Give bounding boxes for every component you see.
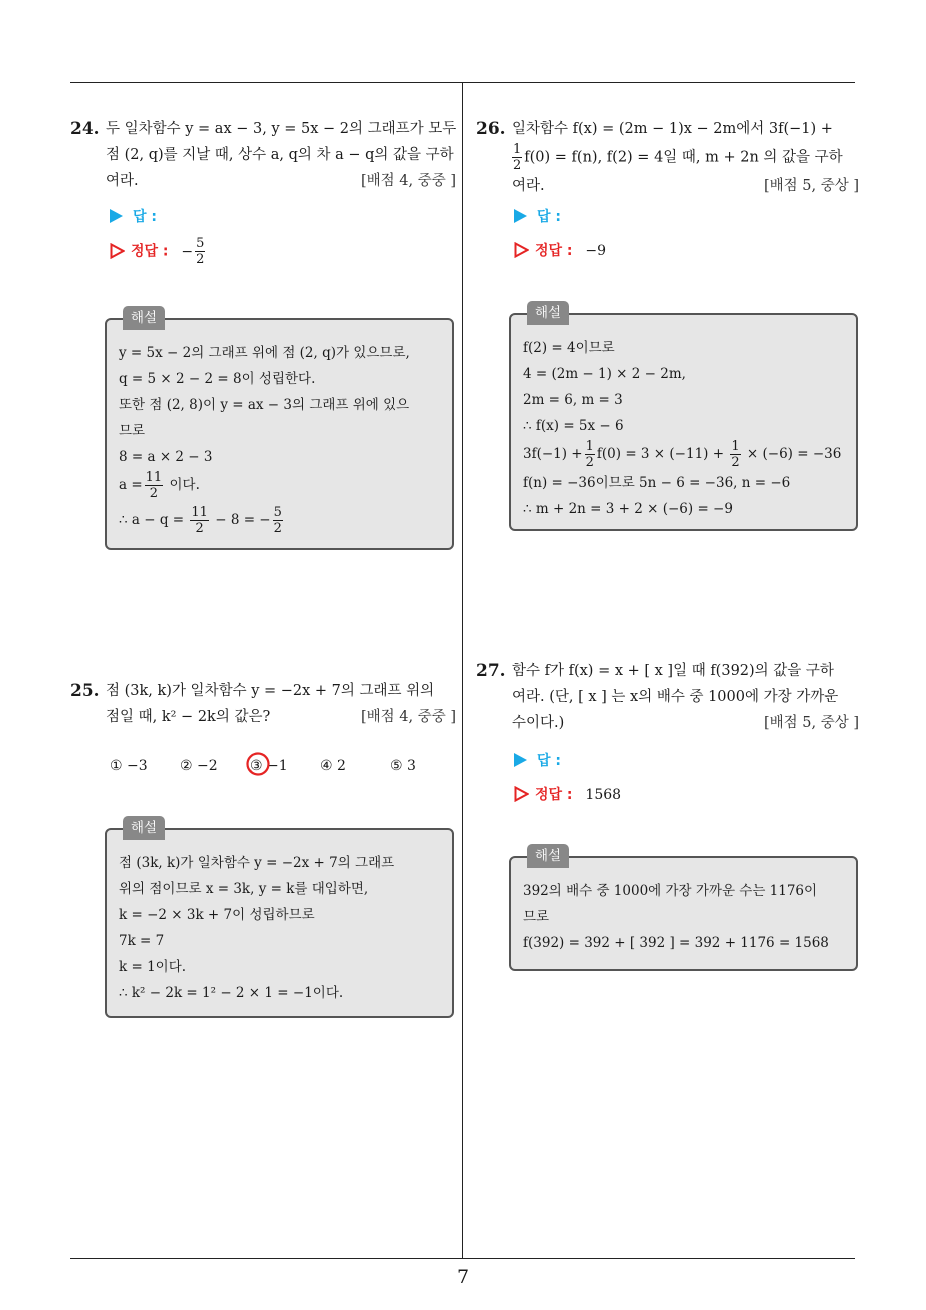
play-outline-icon xyxy=(110,243,125,259)
explanation-line: f(392) = 392 + [ 392 ] = 392 + 1176 = 1568 xyxy=(523,935,829,951)
explanation-line: 2m = 6, m = 3 xyxy=(523,392,623,408)
correct-answer: 1568 xyxy=(585,787,622,803)
choice-2[interactable]: ② −2 xyxy=(180,758,218,774)
play-icon xyxy=(110,209,123,223)
play-outline-icon xyxy=(514,786,529,802)
correct-label: 정답 : xyxy=(535,243,573,259)
explanation-line: 또한 점 (2, 8)이 y = ax − 3의 그래프 위에 있으 xyxy=(119,397,410,413)
explanation-line: 4 = (2m − 1) × 2 − 2m, xyxy=(523,366,686,382)
explanation-line: a = $\frac{11}{2}$ 이다. xyxy=(119,470,200,501)
explanation-line: ∴ f(x) = 5x − 6 xyxy=(523,418,624,434)
problem-number: 25. xyxy=(70,681,100,701)
problem-text: 점일 때, k² − 2k의 값은? xyxy=(106,709,271,725)
problem-text: 수이다.) xyxy=(512,715,565,731)
problem-text: 점 (2, q)를 지날 때, 상수 a, q의 차 a − q의 값을 구하 xyxy=(106,147,454,163)
explanation-line: 8 = a × 2 − 3 xyxy=(119,449,213,465)
problem-number: 26. xyxy=(476,119,506,139)
choices-25 xyxy=(110,758,450,782)
answer-label: 답 : xyxy=(537,209,561,225)
answer-row-26 xyxy=(514,206,561,226)
correct-row-26 xyxy=(514,240,606,260)
problem-26 xyxy=(476,116,862,199)
column-divider xyxy=(462,82,463,1258)
problem-text: 두 일차함수 y = ax − 3, y = 5x − 2의 그래프가 모두 xyxy=(106,121,457,137)
choice-4[interactable]: ④ 2 xyxy=(320,758,346,774)
problem-text: 여라. xyxy=(106,173,139,189)
explanation-line: 점 (3k, k)가 일차함수 y = −2x + 7의 그래프 xyxy=(119,855,395,871)
explanation-tag: 해설 xyxy=(123,306,165,330)
explanation-line: 위의 점이므로 x = 3k, y = k를 대입하면, xyxy=(119,881,369,897)
explanation-line: 므로 xyxy=(523,909,550,925)
explanation-line: k = −2 × 3k + 7이 성립하므로 xyxy=(119,907,315,923)
correct-label: 정답 : xyxy=(131,243,169,260)
score-meta: [배점 4, 중중 ] xyxy=(360,709,456,725)
explanation-box-24 xyxy=(105,310,454,550)
answer-row-27 xyxy=(514,750,561,770)
answer-row-24 xyxy=(110,206,157,226)
play-icon xyxy=(514,753,527,767)
correct-label: 정답 : xyxy=(535,787,573,803)
explanation-line: 392의 배수 중 1000에 가장 가까운 수는 1176이 xyxy=(523,883,818,899)
play-icon xyxy=(514,209,527,223)
explanation-tag: 해설 xyxy=(527,844,569,868)
problem-27 xyxy=(476,658,862,736)
correct-row-27 xyxy=(514,784,621,804)
problem-text: 점 (3k, k)가 일차함수 y = −2x + 7의 그래프 위의 xyxy=(106,683,435,699)
problem-24 xyxy=(70,116,456,194)
correct-answer: − $\frac{5}{2}$ xyxy=(181,236,205,267)
explanation-box-25 xyxy=(105,820,454,1018)
problem-number: 27. xyxy=(476,661,506,681)
explanation-line: f(n) = −36이므로 5n − 6 = −36, n = −6 xyxy=(523,475,791,491)
answer-label: 답 : xyxy=(537,753,561,769)
problem-text: 함수 f가 f(x) = x + [ x ]일 때 f(392)의 값을 구하 xyxy=(512,663,834,679)
page-number: 7 xyxy=(456,1266,470,1288)
bottom-rule xyxy=(70,1258,855,1259)
choice-3[interactable]: ③ −1 xyxy=(250,758,288,774)
explanation-line: ∴ a − q = $\frac{11}{2}$ − 8 = − $\frac{5}{2}$ xyxy=(119,505,282,536)
score-meta: [배점 4, 중중 ] xyxy=(360,173,456,189)
problem-number: 24. xyxy=(70,119,100,139)
choice-1[interactable]: ① −3 xyxy=(110,758,148,774)
problem-text: 여라. (단, [ x ] 는 x의 배수 중 1000에 가장 가까운 xyxy=(512,689,839,705)
score-meta: [배점 5, 중상 ] xyxy=(763,178,859,194)
problem-25 xyxy=(70,678,456,730)
problem-text: $\frac{1}{2}$ f(0) = f(n), f(2) = 4일 때, m + 2n 의 값을 구하 xyxy=(513,142,843,173)
explanation-line: ∴ m + 2n = 3 + 2 × (−6) = −9 xyxy=(523,501,733,517)
explanation-box-26 xyxy=(509,305,858,531)
answer-label: 답 : xyxy=(133,209,157,225)
explanation-line: f(2) = 4이므로 xyxy=(523,340,615,356)
score-meta: [배점 5, 중상 ] xyxy=(763,715,859,731)
correct-answer: −9 xyxy=(585,243,607,259)
problem-text: 여라. xyxy=(512,178,545,194)
explanation-line: y = 5x − 2의 그래프 위에 점 (2, q)가 있으므로, xyxy=(119,345,410,361)
correct-row-24 xyxy=(110,236,207,267)
problem-text: 일차함수 f(x) = (2m − 1)x − 2m에서 3f(−1) + xyxy=(512,121,833,137)
explanation-tag: 해설 xyxy=(123,816,165,840)
explanation-line: 7k = 7 xyxy=(119,933,165,949)
explanation-line: ∴ k² − 2k = 1² − 2 × 1 = −1이다. xyxy=(119,985,344,1001)
explanation-line: k = 1이다. xyxy=(119,959,187,975)
explanation-line: 므로 xyxy=(119,423,146,439)
choice-5[interactable]: ⑤ 3 xyxy=(390,758,416,774)
explanation-box-27 xyxy=(509,848,858,971)
play-outline-icon xyxy=(514,242,529,258)
explanation-line: q = 5 × 2 − 2 = 8이 성립한다. xyxy=(119,371,316,387)
explanation-tag: 해설 xyxy=(527,301,569,325)
selected-circle-icon xyxy=(246,752,270,776)
explanation-line: 3f(−1) + $\frac{1}{2}$ f(0) = 3 × (−11) + $\frac{1}{2}$ × (−6) = −36 xyxy=(523,439,842,470)
